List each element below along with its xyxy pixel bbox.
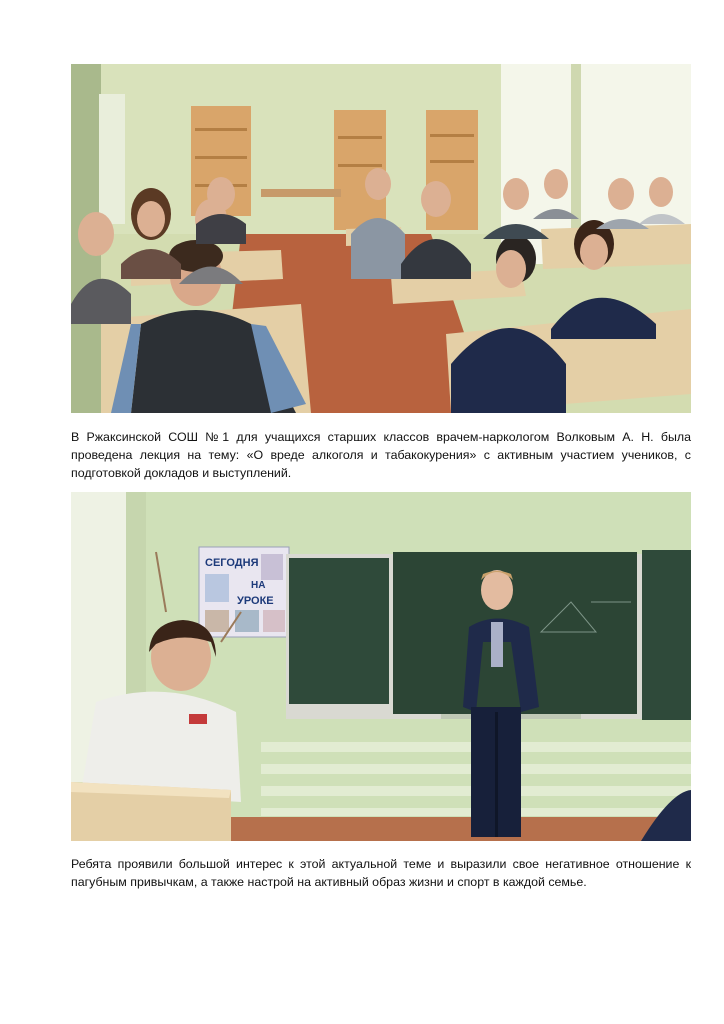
photo-caption-lecture: В Ржаксинской СОШ №1 для учащихся старших классов врачем-наркологом Волковым А. Н. была проведена лекция на тему: «О вреде алкоголя и табакокурения» с активным участием учеников, с подготовкой докладов и выступлений. [71,430,691,480]
poster-title-line3: УРОКЕ [237,595,274,607]
poster-title-line2: НА [251,580,266,591]
poster-title-line1: СЕГОДНЯ [205,557,259,569]
photo-caption-interest: Ребята проявили большой интерес к этой актуальной теме и выразили свое негативное отношение к пагубным привычкам, а также настрой на активный образ жизни и спорт в каждой семье. [71,857,691,889]
student-presentation-photo [71,492,691,841]
student-presentation-illustration [71,492,691,841]
classroom-students-illustration [71,64,691,413]
lesson-poster [199,547,289,637]
classroom-students-photo [71,64,691,413]
